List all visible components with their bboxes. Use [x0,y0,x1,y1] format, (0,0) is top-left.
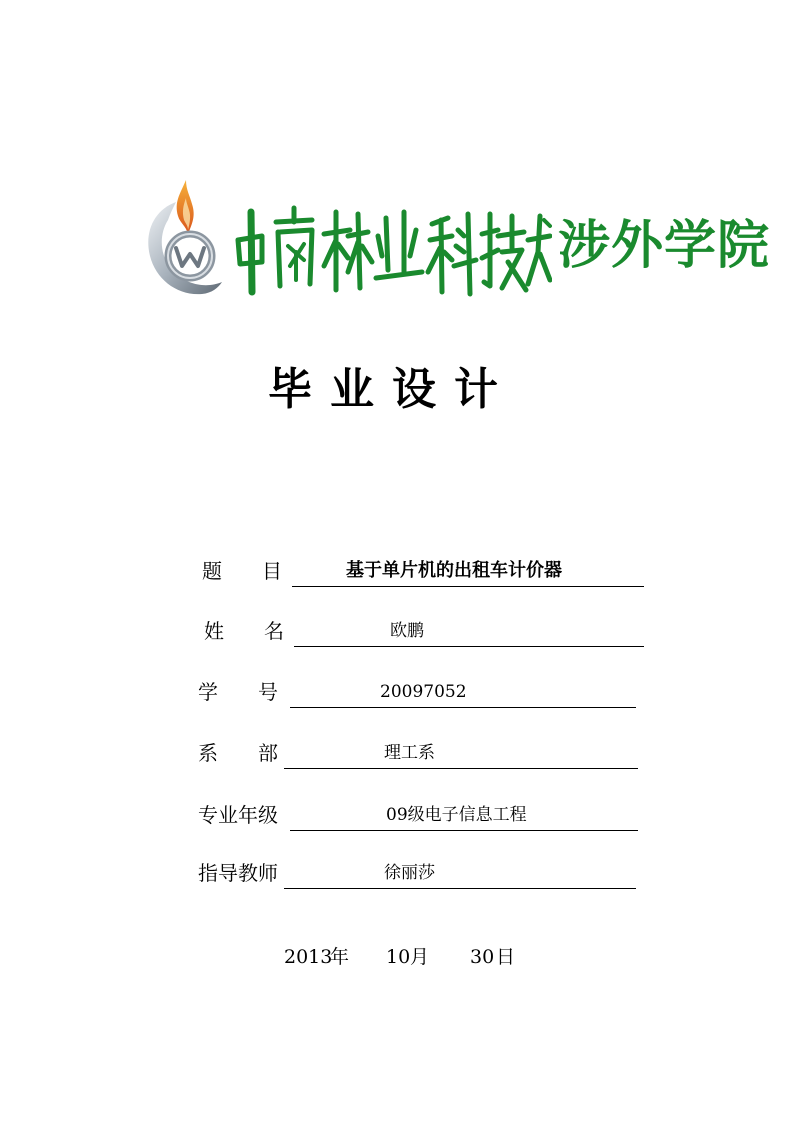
school-name-calligraphy-logo [232,200,552,300]
field-label-major-grade: 专业年级 [198,803,278,827]
date-day: 30 [470,946,495,968]
underline-name [294,646,644,647]
field-row-name [0,615,800,651]
underline-student-id [290,707,636,708]
date-month-unit: 月 [410,946,430,968]
field-value-department: 理工系 [384,743,435,763]
school-college-name: 涉外学院 [558,216,771,276]
field-row-topic [0,555,800,591]
date-year: 2013 [284,946,333,968]
field-value-student-id: 20097052 [380,682,467,702]
school-emblem-logo [142,176,224,304]
field-row-student-id [0,676,800,712]
field-label-topic: 题 目 [202,559,282,583]
field-label-department: 系 部 [198,741,278,765]
document-title: 毕业设计 [268,364,516,415]
field-value-advisor: 徐丽莎 [384,863,435,883]
underline-department [284,768,638,769]
date-year-unit: 年 [330,946,350,968]
field-value-name: 欧鹏 [390,621,424,641]
date-month: 10 [386,946,411,968]
field-label-student-id: 学 号 [198,680,278,704]
field-label-name: 姓 名 [204,619,284,643]
field-label-advisor: 指导教师 [198,861,278,885]
underline-advisor [284,888,636,889]
date-day-unit: 日 [496,946,516,968]
underline-topic [292,586,644,587]
field-row-advisor [0,857,800,893]
field-row-major-grade [0,799,800,835]
field-row-department [0,737,800,773]
underline-major-grade [290,830,638,831]
field-value-topic: 基于单片机的出租车计价器 [346,560,562,581]
field-value-major-grade: 09级电子信息工程 [386,805,527,825]
